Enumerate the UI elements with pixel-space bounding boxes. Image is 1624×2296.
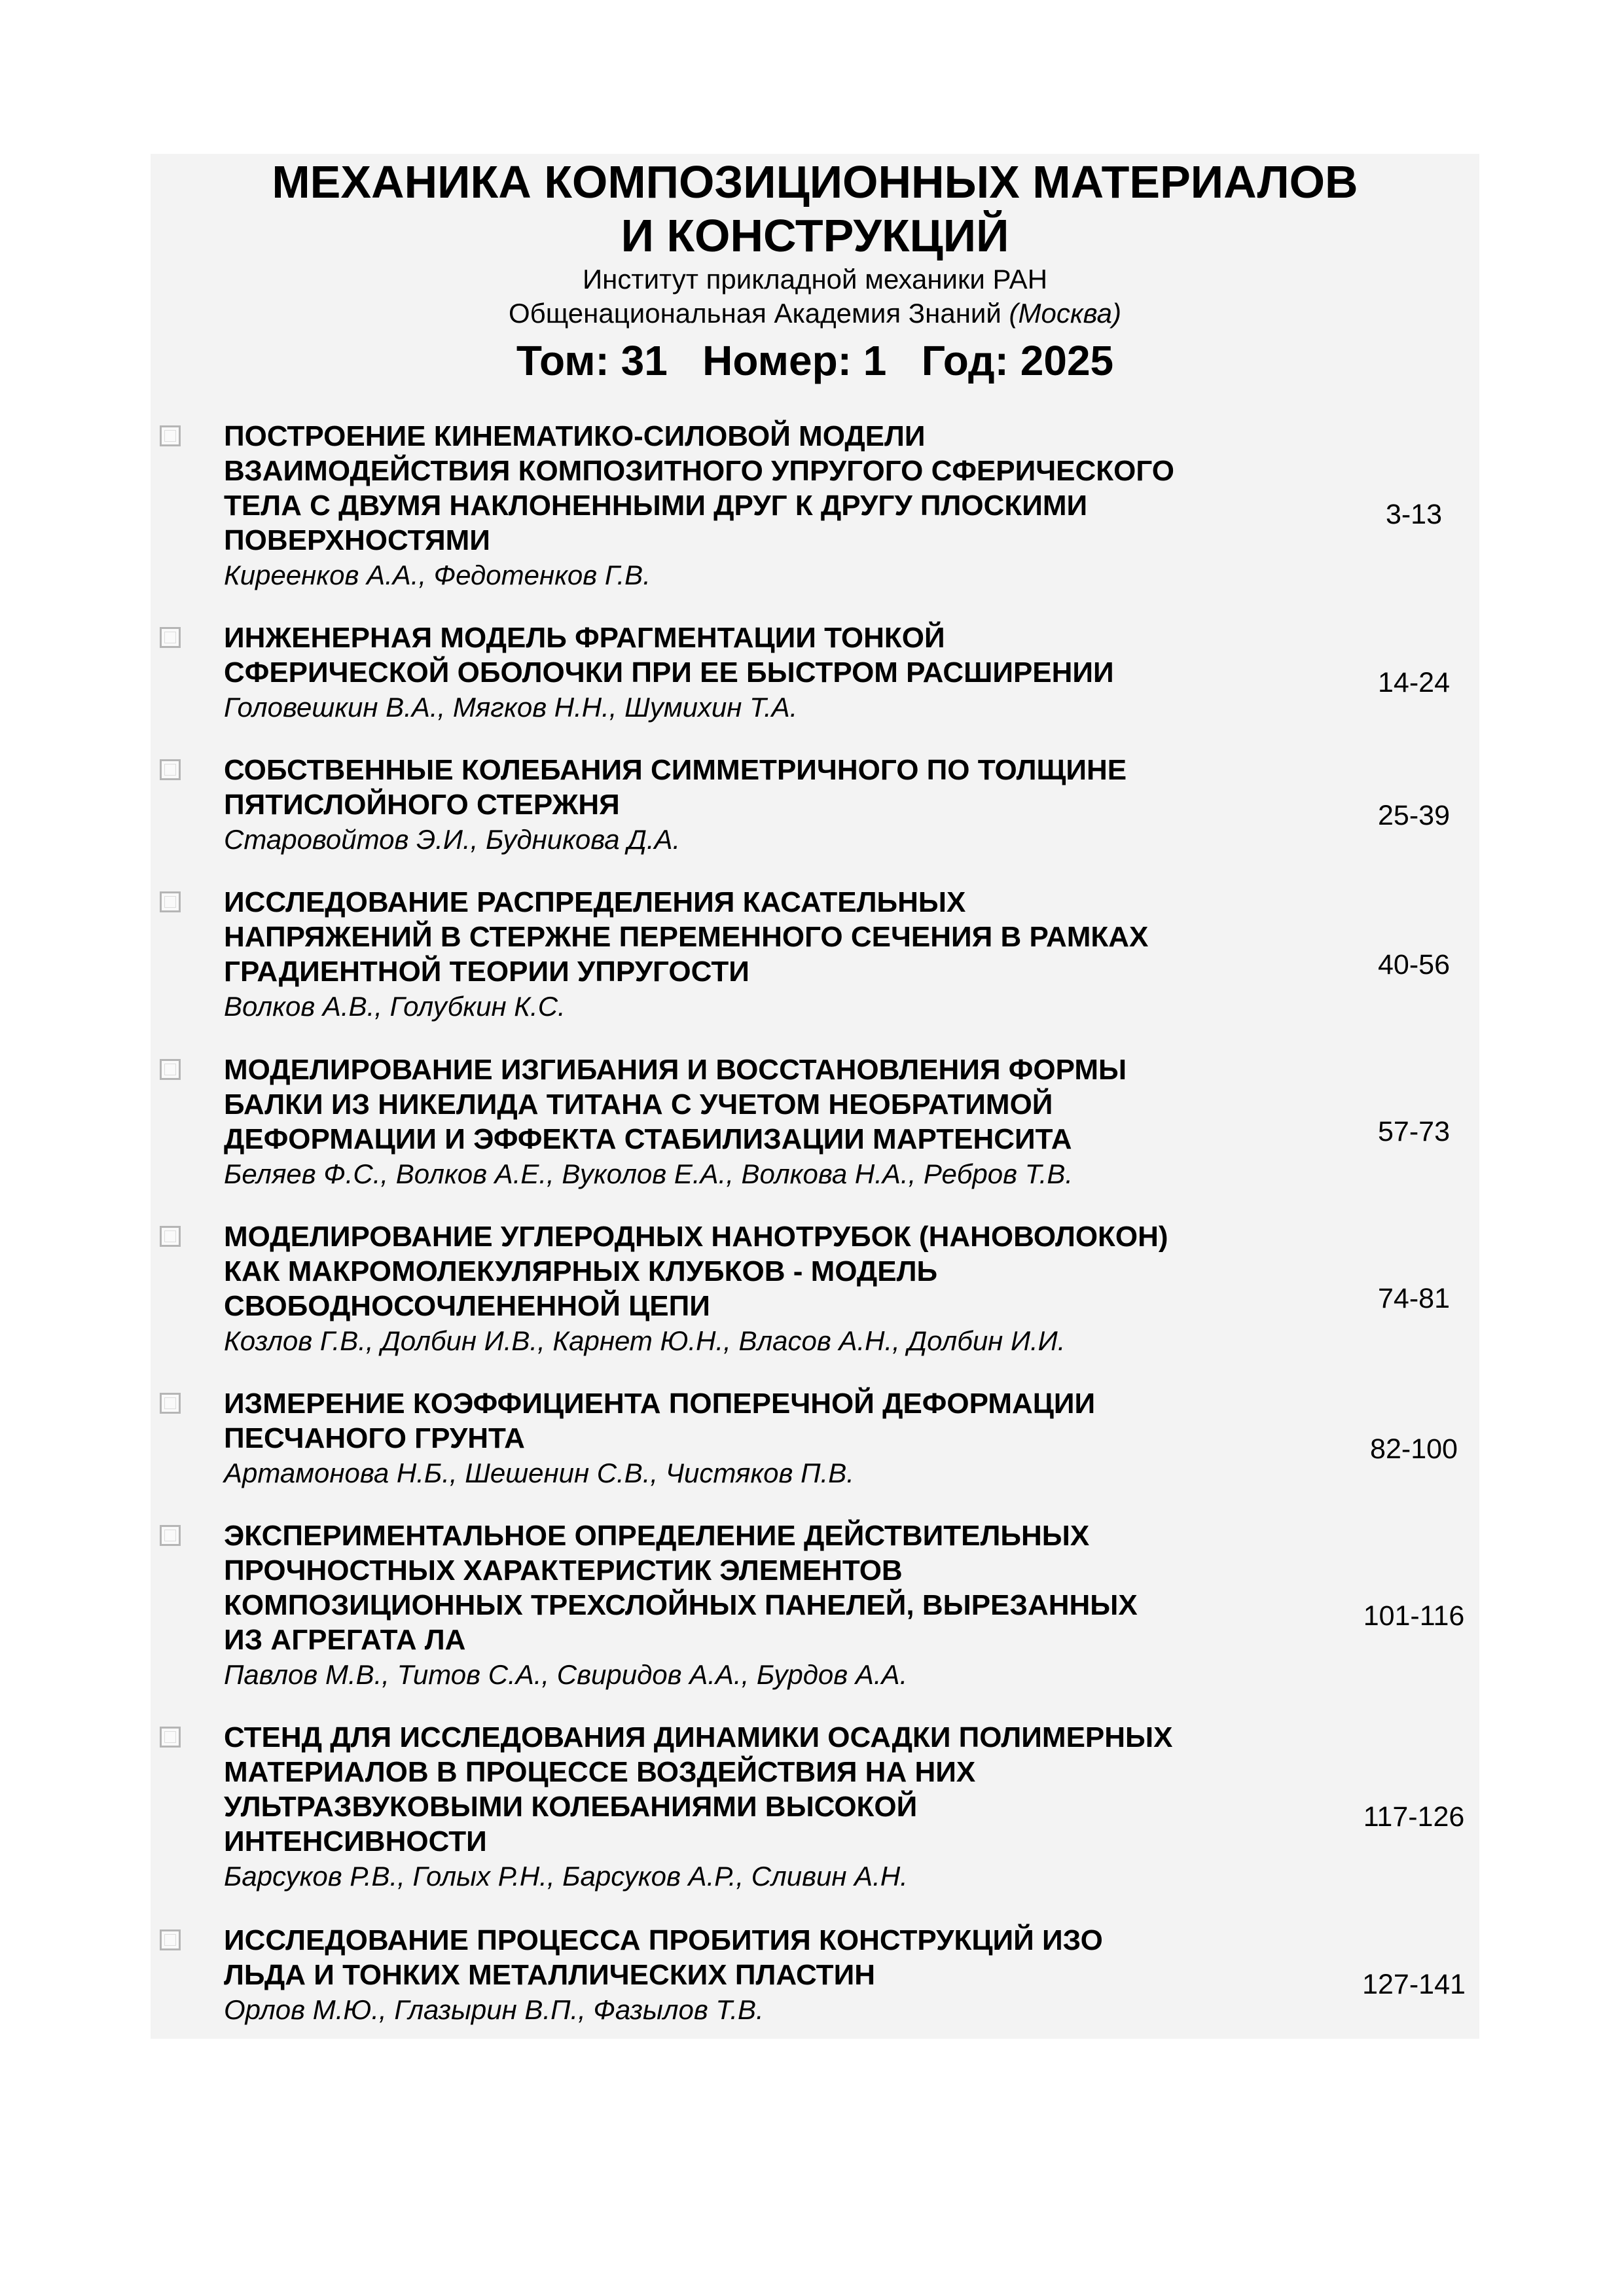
article-checkbox[interactable] (160, 1525, 181, 1546)
article-title[interactable] (224, 753, 1396, 822)
article-title-line: ПЕСЧАНОГО ГРУНТА (224, 1422, 525, 1454)
article-title[interactable] (224, 1386, 1396, 1456)
article-title-line: ПОВЕРХНОСТЯМИ (224, 524, 490, 556)
article-title-line: СТЕНД ДЛЯ ИССЛЕДОВАНИЯ ДИНАМИКИ ОСАДКИ ПОЛИМЕРНЫХ (224, 1721, 1173, 1753)
article-title[interactable] (224, 885, 1396, 989)
article-checkbox[interactable] (160, 1059, 181, 1080)
article-title-line: КОМПОЗИЦИОННЫХ ТРЕХСЛОЙНЫХ ПАНЕЛЕЙ, ВЫРЕЗАННЫХ (224, 1589, 1138, 1621)
article-title-line: ПОСТРОЕНИЕ КИНЕМАТИКО-СИЛОВОЙ МОДЕЛИ (224, 420, 926, 452)
article-title-line: ТЕЛА С ДВУМЯ НАКЛОНЕННЫМИ ДРУГ К ДРУГУ ПЛОСКИМИ (224, 490, 1088, 522)
year-label: Год: (921, 337, 1009, 384)
article-pages: 14-24 (1378, 667, 1450, 698)
article-title[interactable] (224, 1052, 1396, 1157)
article-title-line: СВОБОДНОСОЧЛЕНЕННОЙ ЦЕПИ (224, 1290, 710, 1322)
article-pages: 3-13 (1385, 499, 1443, 530)
article-checkbox[interactable] (160, 759, 181, 780)
article-checkbox[interactable] (160, 1393, 181, 1414)
journal-title (151, 154, 1479, 262)
issue-info (151, 334, 1479, 387)
article-title-line: КАК МАКРОМОЛЕКУЛЯРНЫХ КЛУБКОВ - МОДЕЛЬ (224, 1255, 938, 1287)
article-checkbox[interactable] (160, 627, 181, 648)
article-title-line: ГРАДИЕНТНОЙ ТЕОРИИ УПРУГОСТИ (224, 956, 749, 988)
article-title-line: ИЗ АГРЕГАТА ЛА (224, 1624, 466, 1656)
number-label: Номер: (702, 337, 852, 384)
article-pages: 117-126 (1363, 1801, 1465, 1833)
article-title-line: ПРОЧНОСТНЫХ ХАРАКТЕРИСТИК ЭЛЕМЕНТОВ (224, 1554, 903, 1587)
article-authors: Беляев Ф.С., Волков А.Е., Вуколов Е.А., Волкова Н.А., Ребров Т.В. (224, 1158, 1074, 1189)
journal-header (151, 154, 1479, 387)
article-authors: Волков А.В., Голубкин К.С. (224, 991, 566, 1022)
article-title-line: ЛЬДА И ТОНКИХ МЕТАЛЛИЧЕСКИХ ПЛАСТИН (224, 1959, 875, 1991)
article-checkbox[interactable] (160, 1929, 181, 1950)
article-title-line: ИНЖЕНЕРНАЯ МОДЕЛЬ ФРАГМЕНТАЦИИ ТОНКОЙ (224, 622, 945, 654)
article-authors: Головешкин В.А., Мягков Н.Н., Шумихин Т.А. (224, 692, 798, 723)
article-checkbox[interactable] (160, 425, 181, 446)
volume-label: Том: (516, 337, 609, 384)
article-authors: Козлов Г.В., Долбин И.В., Карнет Ю.Н., Власов А.Н., Долбин И.И. (224, 1325, 1066, 1356)
article-pages: 127-141 (1362, 1969, 1466, 2000)
institute-name: Институт прикладной механики РАН (582, 264, 1048, 295)
article-title-line: БАЛКИ ИЗ НИКЕЛИДА ТИТАНА С УЧЕТОМ НЕОБРАТИМОЙ (224, 1088, 1053, 1121)
article-checkbox[interactable] (160, 1727, 181, 1748)
article-title-line: УЛЬТРАЗВУКОВЫМИ КОЛЕБАНИЯМИ ВЫСОКОЙ (224, 1791, 918, 1823)
article-checkbox[interactable] (160, 1226, 181, 1247)
article-authors: Павлов М.В., Титов С.А., Свиридов А.А., Бурдов А.А. (224, 1659, 908, 1690)
academy-line (151, 296, 1479, 331)
article-pages: 57-73 (1378, 1116, 1450, 1147)
article-pages: 82-100 (1370, 1433, 1458, 1465)
article-title[interactable] (224, 620, 1396, 690)
article-authors: Орлов М.Ю., Глазырин В.П., Фазылов Т.В. (224, 1994, 764, 2025)
article-title[interactable] (224, 419, 1396, 558)
year-value: 2025 (1020, 337, 1114, 384)
article-title-line: МАТЕРИАЛОВ В ПРОЦЕССЕ ВОЗДЕЙСТВИЯ НА НИХ (224, 1756, 976, 1788)
article-authors: Барсуков Р.В., Голых Р.Н., Барсуков А.Р., Сливин А.Н. (224, 1861, 908, 1892)
volume-value: 31 (621, 337, 668, 384)
article-authors: Артамонова Н.Б., Шешенин С.В., Чистяков П.В. (224, 1458, 854, 1488)
article-checkbox[interactable] (160, 891, 181, 912)
journal-title-line-2: И КОНСТРУКЦИЙ (621, 210, 1009, 261)
article-title-line: МОДЕЛИРОВАНИЕ ИЗГИБАНИЯ И ВОССТАНОВЛЕНИЯ ФОРМЫ (224, 1054, 1127, 1086)
article-title-line: СОБСТВЕННЫЕ КОЛЕБАНИЯ СИММЕТРИЧНОГО ПО ТОЛЩИНЕ (224, 754, 1127, 786)
article-pages: 101-116 (1363, 1600, 1465, 1632)
article-title-line: СФЕРИЧЕСКОЙ ОБОЛОЧКИ ПРИ ЕЕ БЫСТРОМ РАСШИРЕНИИ (224, 656, 1114, 689)
number-value: 1 (863, 337, 887, 384)
academy-city: (Москва) (1009, 298, 1121, 329)
article-title[interactable] (224, 1518, 1396, 1657)
article-title-line: ВЗАИМОДЕЙСТВИЯ КОМПОЗИТНОГО УПРУГОГО СФЕРИЧЕСКОГО (224, 455, 1174, 487)
article-title-line: ЭКСПЕРИМЕНТАЛЬНОЕ ОПРЕДЕЛЕНИЕ ДЕЙСТВИТЕЛЬНЫХ (224, 1520, 1090, 1552)
article-title-line: ИНТЕНСИВНОСТИ (224, 1825, 487, 1857)
article-authors: Старовойтов Э.И., Будникова Д.А. (224, 824, 681, 855)
article-title-line: ДЕФОРМАЦИИ И ЭФФЕКТА СТАБИЛИЗАЦИИ МАРТЕНСИТА (224, 1123, 1072, 1155)
journal-title-line-1: МЕХАНИКА КОМПОЗИЦИОННЫХ МАТЕРИАЛОВ (272, 156, 1358, 207)
article-title-line: НАПРЯЖЕНИЙ В СТЕРЖНЕ ПЕРЕМЕННОГО СЕЧЕНИЯ В РАМКАХ (224, 921, 1149, 953)
article-title[interactable] (224, 1923, 1396, 1992)
article-title[interactable] (224, 1219, 1396, 1323)
article-title-line: ИЗМЕРЕНИЕ КОЭФФИЦИЕНТА ПОПЕРЕЧНОЙ ДЕФОРМАЦИИ (224, 1388, 1096, 1420)
article-title-line: МОДЕЛИРОВАНИЕ УГЛЕРОДНЫХ НАНОТРУБОК (НАНОВОЛОКОН) (224, 1221, 1168, 1253)
article-title-line: ИССЛЕДОВАНИЕ ПРОЦЕССА ПРОБИТИЯ КОНСТРУКЦИЙ ИЗО (224, 1924, 1103, 1956)
article-title-line: ИССЛЕДОВАНИЕ РАСПРЕДЕЛЕНИЯ КАСАТЕЛЬНЫХ (224, 886, 966, 918)
article-title-line: ПЯТИСЛОЙНОГО СТЕРЖНЯ (224, 789, 620, 821)
academy-name: Общенациональная Академия Знаний (508, 298, 1001, 329)
article-pages: 25-39 (1378, 800, 1450, 831)
article-title[interactable] (224, 1720, 1396, 1859)
article-pages: 40-56 (1378, 949, 1450, 980)
article-pages: 74-81 (1378, 1283, 1450, 1314)
article-authors: Киреенков А.А., Федотенков Г.В. (224, 560, 651, 590)
